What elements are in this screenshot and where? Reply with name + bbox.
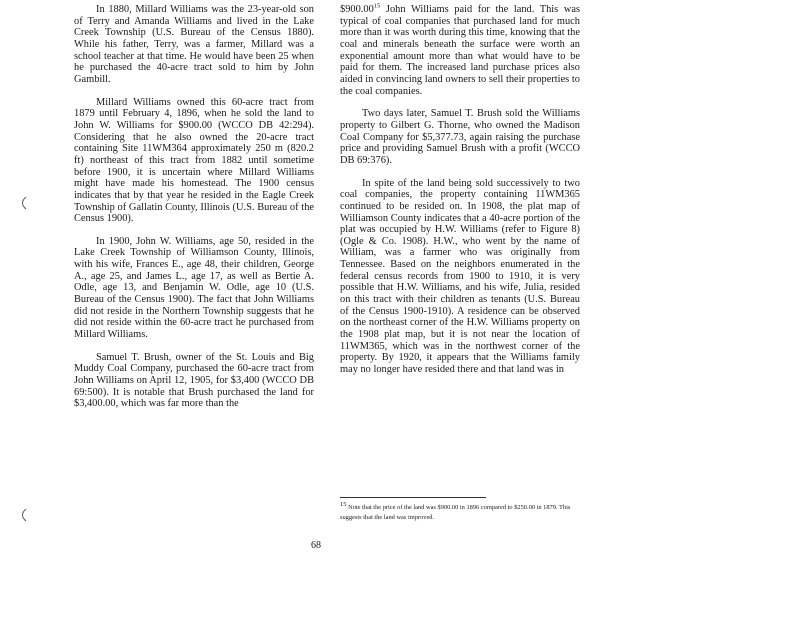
binding-hole-mark-lower	[18, 508, 28, 522]
footnote-reference: 15	[373, 2, 381, 10]
paragraph-john-williams-1900: In 1900, John W. Williams, age 50, resided in the Lake Creek Township of Williamson County, Illinois, with his wife, Frances E., age 48, their children, George A., age 25, and James L., age 17, as well as Bertie A. Odle, age 13, and Benjamin W. Odle, age 10 (U.S. Bureau of the Census 1900). The fact that John Williams did not reside in the Northern Township suggests that he did not reside within the 60-acre tract he purchased from Millard Williams.	[74, 235, 314, 341]
paragraph-thorne-sale: Two days later, Samuel T. Brush sold the Williams property to Gilbert G. Thorne, who owned the Madison Coal Company for $5,377.73, again raising the purchase price and providing Samuel Brush with a profit (WCCO DB 69:376).	[340, 108, 580, 166]
footnote-text: Note that the price of the land was $900.00 in 1896 compared to $250.00 in 1879. This suggests that the land was improved.	[340, 504, 571, 521]
paragraph-millard-ownership: Millard Williams owned this 60-acre tract from 1879 until February 4, 1896, when he sold the land to John W. Williams for $900.00 (WCCO DB 42:294). Considering that he also owned the 20-acre tract containing Site 11WM364 approximately 250 m (820.2 ft) northeast of this tract from 1882 until sometime before 1900, it is uncertain where Millard Williams might have made his homestead. The 1900 census indicates that by that year he resided in the Eagle Creek Township of Gallatin County, Illinois (U.S. Bureau of the Census 1900).	[74, 96, 314, 225]
left-column	[74, 4, 314, 410]
right-column	[340, 4, 580, 376]
footnote-divider	[340, 497, 486, 498]
paragraph-coal-companies	[340, 4, 580, 97]
binding-hole-mark-upper	[18, 196, 28, 210]
page-number: 68	[311, 540, 321, 551]
footnote	[340, 500, 585, 523]
paragraph-brush-purchase: Samuel T. Brush, owner of the St. Louis and Big Muddy Coal Company, purchased the 60-acre tract from John Williams on April 12, 1905, for $3,400 (WCCO DB 69:500). It is notable that Brush purchased the land for $3,400.00, which was far more than the	[74, 351, 314, 410]
footnote-marker: 15	[340, 500, 347, 508]
paragraph-hw-williams: In spite of the land being sold successively to two coal companies, the property containing 11WM365 continued to be resided on. In 1908, the plat map of Williamson County indicates that a 40-acre portion of the plat was occupied by H.W. Williams (refer to Figure 8) (Ogle & Co. 1908). H.W., who went by the name of William, was a farmer who was originally from Tennessee. Based on the neighbors enumerated in the federal census records from 1900 to 1910, it is very possible that H.W. Williams, and his wife, Julia, resided on this tract with their children as tenants (U.S. Bureau of the Census 1900-1910). A residence can be observed on the northeast corner of the H.W. Williams property on the 1908 plat map, but it is not near the location of 11WM365, which was in the northwest corner of the property. By 1920, it appears that the Williams family may no longer have resided there and that land was in	[340, 177, 580, 376]
paragraph-coal-companies-text: John Williams paid for the land. This was typical of coal companies that purchased land for much more than it was worth during this time, knowing that the coal and minerals beneath the surface were worth an exponential amount more than what would have to be paid for them. The increased land purchase prices also aided in convincing land owners to sell their properties to the coal companies.	[340, 4, 580, 97]
paragraph-millard-1880: In 1880, Millard Williams was the 23-year-old son of Terry and Amanda Williams and lived in the Lake Creek Township (U.S. Bureau of the Census 1880). While his father, Terry, was a farmer, Millard was a school teacher at that time. He would have been 25 when he purchased the 40-acre tract sold to him by John Gambill.	[74, 4, 314, 85]
price-amount: $900.00	[340, 4, 374, 15]
